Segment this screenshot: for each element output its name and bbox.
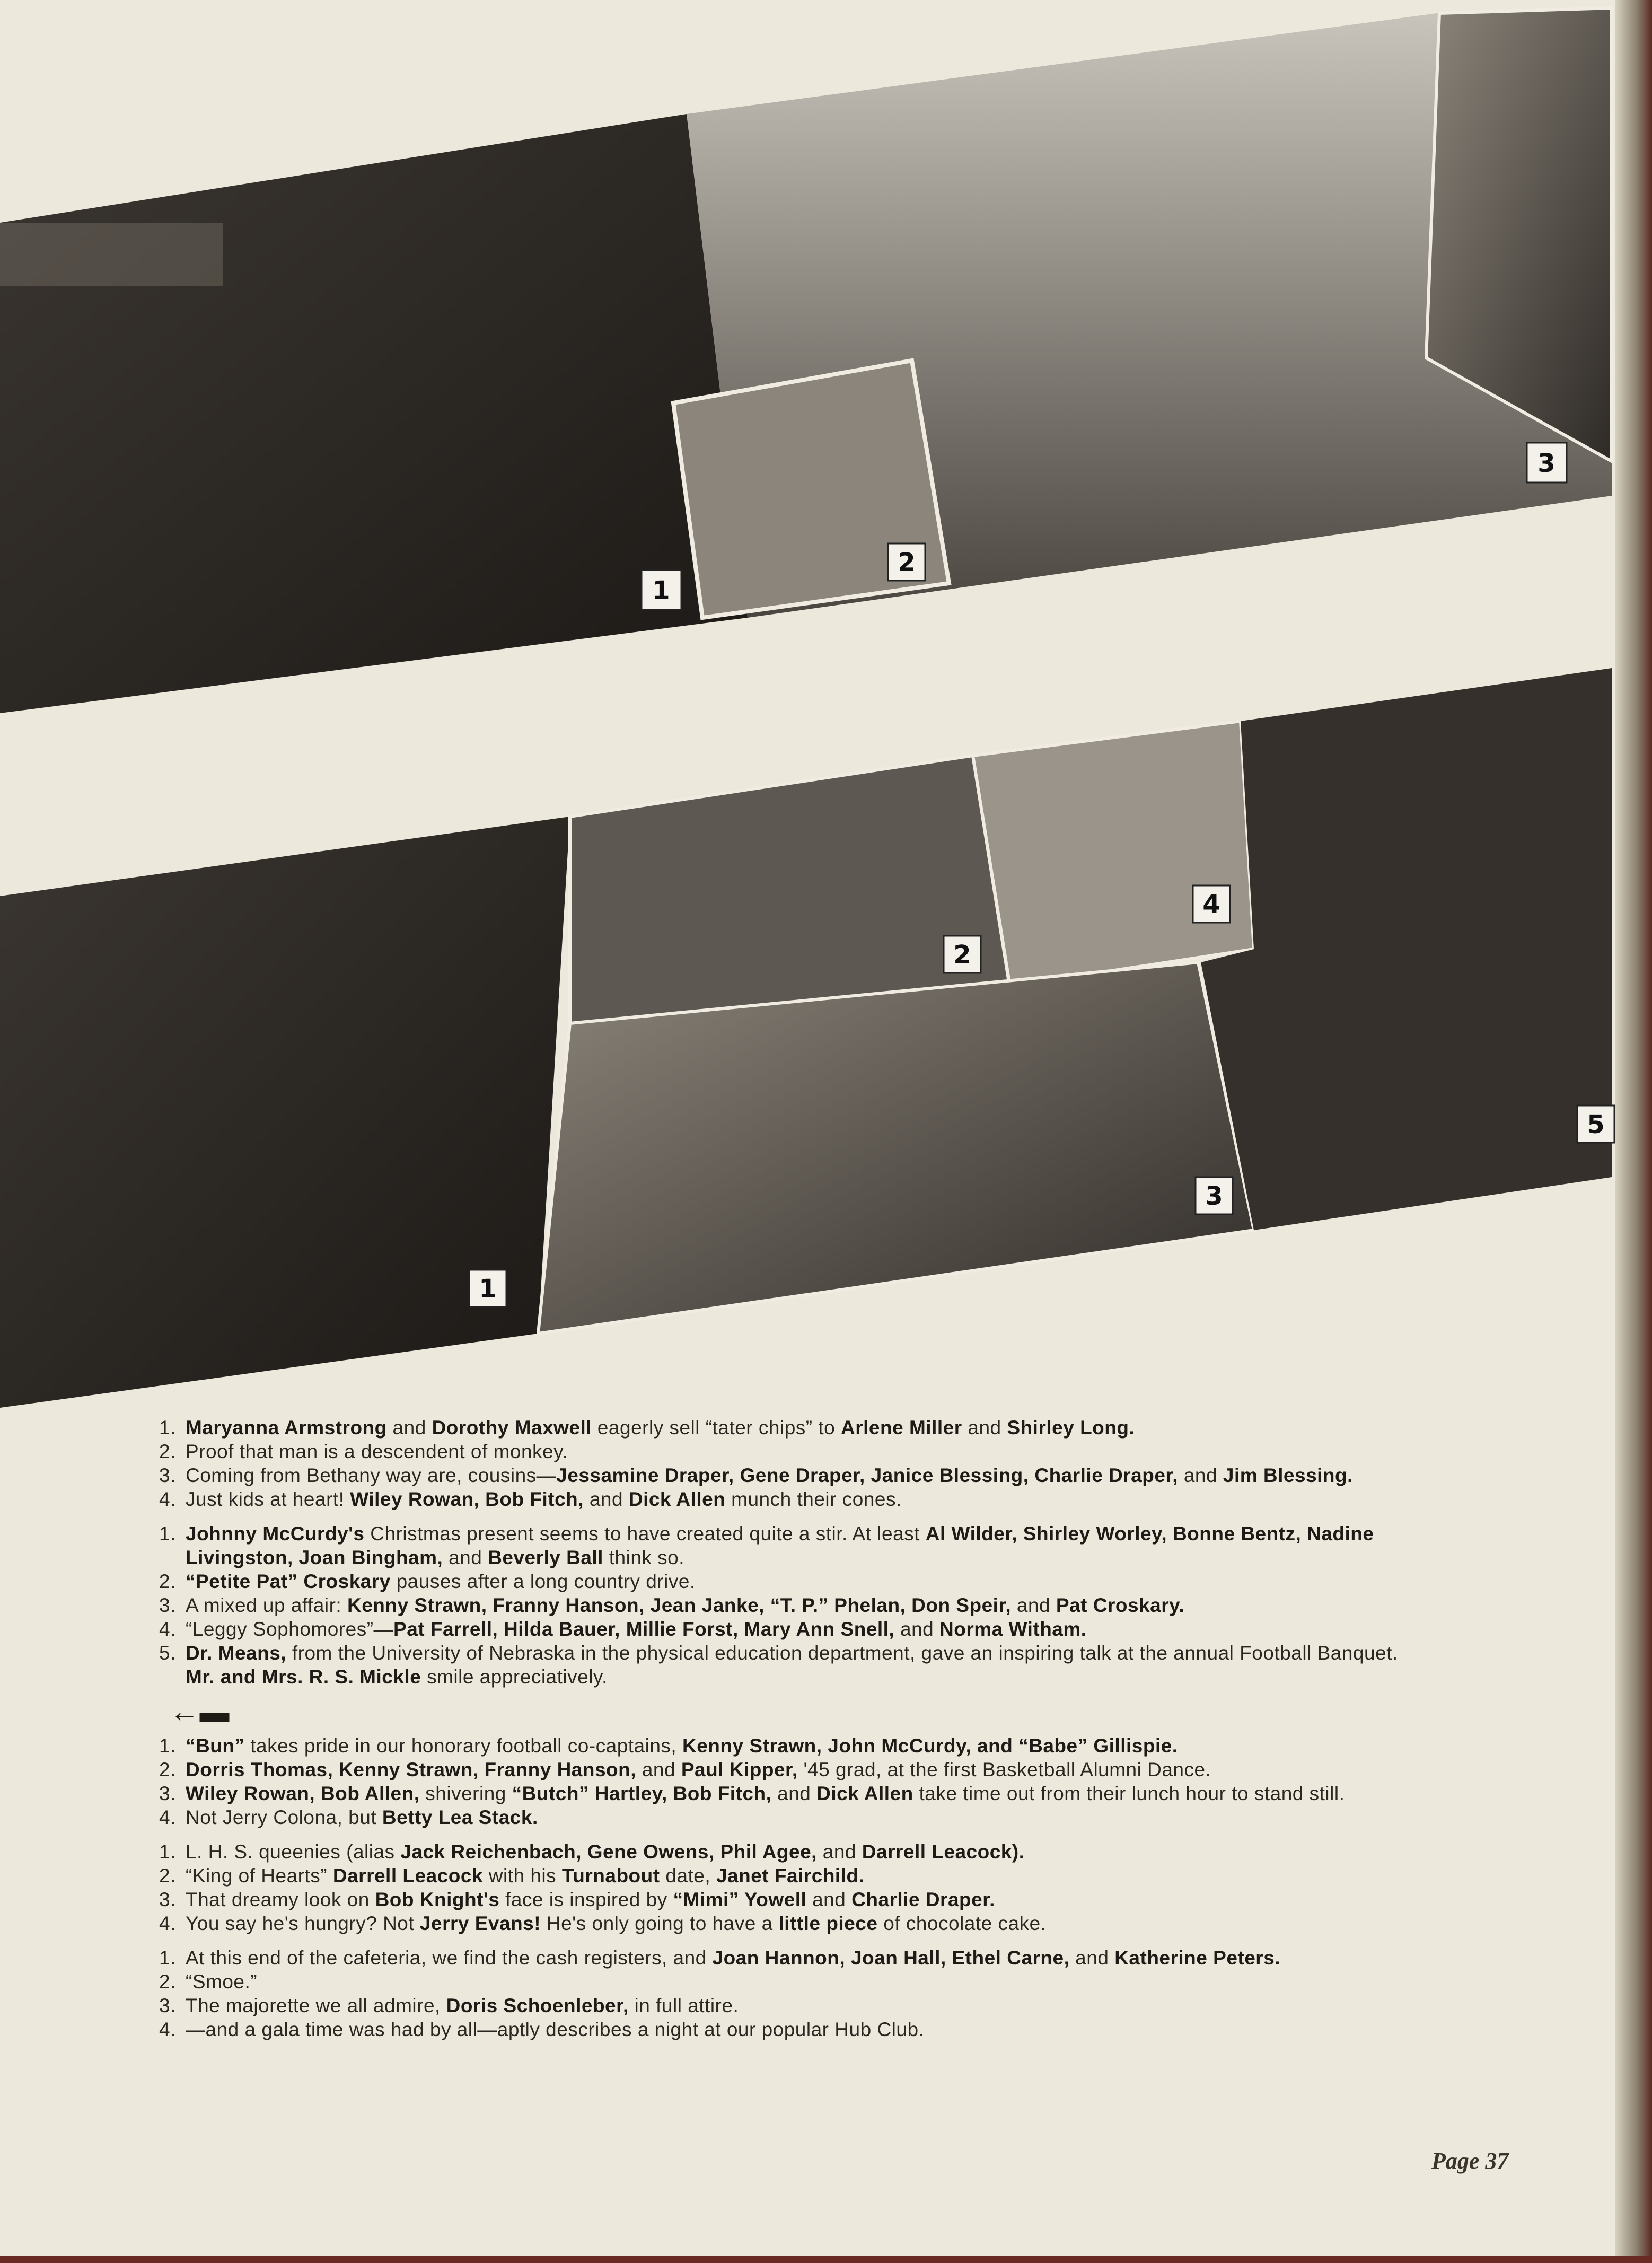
caption-line bbox=[159, 1487, 1421, 1511]
caption-number: 4. bbox=[159, 1913, 176, 1934]
caption-group-5 bbox=[159, 1946, 1421, 2041]
caption-name: “Mimi” Yowell bbox=[673, 1889, 807, 1910]
caption-group-2 bbox=[159, 1522, 1421, 1689]
caption-run: Just kids at heart! bbox=[186, 1488, 350, 1510]
caption-text bbox=[186, 1641, 1421, 1689]
svg-text:1: 1 bbox=[652, 576, 670, 606]
caption-run: Not Jerry Colona, but bbox=[186, 1806, 382, 1828]
caption-run: from the University of Nebraska in the physical education department, gave an inspiring talk at the annual Football Banquet. bbox=[286, 1642, 1398, 1664]
caption-run: eagerly sell “tater chips” to bbox=[592, 1417, 841, 1439]
svg-text:2: 2 bbox=[898, 548, 916, 577]
page-number: Page 37 bbox=[1431, 2148, 1509, 2174]
caption-line bbox=[159, 1782, 1421, 1805]
caption-number: 1. bbox=[159, 1841, 176, 1863]
caption-name: Bob Knight's bbox=[375, 1889, 500, 1910]
caption-run: and bbox=[1011, 1594, 1056, 1616]
caption-group-4 bbox=[159, 1840, 1421, 1935]
caption-run: Christmas present seems to have created quite a stir. At least bbox=[364, 1523, 926, 1545]
caption-group-3 bbox=[159, 1734, 1421, 1829]
caption-run: and bbox=[962, 1417, 1007, 1439]
caption-line bbox=[159, 1734, 1421, 1758]
caption-name: Doris Schoenleber, bbox=[446, 1995, 629, 2016]
left-arrow-icon: ←▬ bbox=[170, 1695, 230, 1728]
caption-text bbox=[186, 1416, 1421, 1440]
caption-run: You say he's hungry? Not bbox=[186, 1913, 420, 1934]
caption-line bbox=[159, 1617, 1421, 1641]
caption-run: and bbox=[1069, 1947, 1115, 1969]
caption-run: “Smoe.” bbox=[186, 1971, 258, 1993]
caption-run: Coming from Bethany way are, cousins— bbox=[186, 1464, 557, 1486]
svg-text:1: 1 bbox=[479, 1274, 497, 1304]
caption-run: think so. bbox=[603, 1547, 685, 1568]
caption-line bbox=[159, 1946, 1421, 1970]
caption-run: Proof that man is a descendent of monkey. bbox=[186, 1441, 568, 1462]
caption-number: 3. bbox=[159, 1783, 176, 1804]
caption-name: Jack Reichenbach, Gene Owens, Phil Agee, bbox=[400, 1841, 817, 1863]
caption-run: “King of Hearts” bbox=[186, 1865, 333, 1887]
caption-name: Maryanna Armstrong bbox=[186, 1417, 387, 1439]
bottom-photo-5 bbox=[1201, 668, 1612, 1230]
caption-name: Dick Allen bbox=[628, 1488, 726, 1510]
caption-text bbox=[186, 1522, 1421, 1569]
caption-name: Shirley Long. bbox=[1007, 1417, 1135, 1439]
bottom-badge-3 bbox=[1196, 1177, 1233, 1214]
bottom-badge-1 bbox=[469, 1270, 506, 1307]
caption-name: Beverly Ball bbox=[488, 1547, 603, 1568]
caption-line bbox=[159, 1970, 1421, 1994]
caption-number: 4. bbox=[159, 1488, 176, 1510]
caption-number: 2. bbox=[159, 1865, 176, 1887]
caption-run: and bbox=[1178, 1464, 1223, 1486]
svg-text:2: 2 bbox=[953, 940, 971, 970]
caption-run: and bbox=[806, 1889, 852, 1910]
caption-number: 3. bbox=[159, 1464, 176, 1486]
caption-name: Jim Blessing. bbox=[1223, 1464, 1353, 1486]
caption-run: and bbox=[894, 1618, 940, 1640]
caption-number: 3. bbox=[159, 1594, 176, 1616]
caption-text bbox=[186, 1569, 1421, 1593]
caption-line bbox=[159, 1641, 1421, 1689]
svg-text:5: 5 bbox=[1587, 1110, 1605, 1139]
caption-name: Jerry Evans! bbox=[419, 1913, 541, 1934]
caption-name: Pat Farrell, Hilda Bauer, Millie Forst, Mary Ann Snell, bbox=[393, 1618, 895, 1640]
caption-name: Norma Witham. bbox=[939, 1618, 1087, 1640]
caption-name: Wiley Rowan, Bob Allen, bbox=[186, 1783, 420, 1804]
caption-name: Al Wilder, Shirley Worley, Bonne Bentz, Nadine Livingston, Joan Bingham, bbox=[186, 1523, 1374, 1568]
caption-line bbox=[159, 1758, 1421, 1782]
caption-name: “Petite Pat” Croskary bbox=[186, 1571, 391, 1592]
caption-text bbox=[186, 1617, 1421, 1641]
caption-line bbox=[159, 1593, 1421, 1617]
svg-text:4: 4 bbox=[1202, 890, 1220, 919]
caption-run: He's only going to have a bbox=[541, 1913, 779, 1934]
caption-text bbox=[186, 1440, 1421, 1463]
caption-run: of chocolate cake. bbox=[877, 1913, 1047, 1934]
caption-line bbox=[159, 1994, 1421, 2018]
caption-number: 2. bbox=[159, 1971, 176, 1993]
caption-run: munch their cones. bbox=[725, 1488, 902, 1510]
captions-block bbox=[159, 1416, 1421, 2052]
caption-name: Dorris Thomas, Kenny Strawn, Franny Hanson, bbox=[186, 1759, 637, 1780]
caption-name: Dick Allen bbox=[816, 1783, 913, 1804]
caption-run: shivering bbox=[419, 1783, 512, 1804]
caption-run: At this end of the cafeteria, we find the cash registers, and bbox=[186, 1947, 713, 1969]
caption-run: and bbox=[386, 1417, 432, 1439]
caption-line bbox=[159, 1522, 1421, 1569]
top-photo-strip bbox=[0, 8, 1612, 713]
caption-run: and bbox=[771, 1783, 817, 1804]
caption-text bbox=[186, 1463, 1421, 1487]
caption-run: That dreamy look on bbox=[186, 1889, 375, 1910]
caption-number: 4. bbox=[159, 2019, 176, 2040]
caption-name: Charlie Draper. bbox=[851, 1889, 995, 1910]
caption-name: Wiley Rowan, Bob Fitch, bbox=[350, 1488, 584, 1510]
caption-run: and bbox=[584, 1488, 629, 1510]
top-photo-1 bbox=[0, 114, 748, 713]
caption-number: 3. bbox=[159, 1889, 176, 1910]
caption-run: '45 grad, at the first Basketball Alumni Dance. bbox=[797, 1759, 1211, 1780]
caption-number: 2. bbox=[159, 1441, 176, 1462]
bottom-photo-1 bbox=[0, 817, 570, 1408]
bottom-badge-4 bbox=[1193, 885, 1230, 923]
caption-name: Jessamine Draper, Gene Draper, Janice Blessing, Charlie Draper, bbox=[556, 1464, 1179, 1486]
caption-name: Johnny McCurdy's bbox=[186, 1523, 365, 1545]
caption-text bbox=[186, 1911, 1421, 1935]
caption-name: “Bun” bbox=[186, 1735, 245, 1757]
caption-run: “Leggy Sophomores”— bbox=[186, 1618, 394, 1640]
caption-line bbox=[159, 2018, 1421, 2041]
caption-text bbox=[186, 1487, 1421, 1511]
caption-run: date, bbox=[660, 1865, 716, 1887]
caption-line bbox=[159, 1911, 1421, 1935]
caption-name: Janet Fairchild. bbox=[716, 1865, 865, 1887]
caption-number: 2. bbox=[159, 1571, 176, 1592]
caption-number: 1. bbox=[159, 1947, 176, 1969]
caption-run: take time out from their lunch hour to stand still. bbox=[913, 1783, 1345, 1804]
caption-text bbox=[186, 1888, 1421, 1911]
caption-name: Darrell Leacock). bbox=[862, 1841, 1025, 1863]
caption-name: “Butch” Hartley, Bob Fitch, bbox=[512, 1783, 772, 1804]
bottom-photo-3 bbox=[538, 962, 1254, 1334]
top-photo-1-wall bbox=[0, 223, 223, 286]
caption-run: in full attire. bbox=[628, 1995, 739, 2016]
top-badge-1 bbox=[642, 570, 681, 610]
caption-text bbox=[186, 1864, 1421, 1888]
caption-text bbox=[186, 1840, 1421, 1864]
caption-run: —and a gala time was had by all—aptly describes a night at our popular Hub Club. bbox=[186, 2019, 925, 2040]
caption-line bbox=[159, 1416, 1421, 1440]
caption-text bbox=[186, 1782, 1421, 1805]
caption-run: A mixed up affair: bbox=[186, 1594, 347, 1616]
caption-number: 2. bbox=[159, 1759, 176, 1780]
caption-text bbox=[186, 1805, 1421, 1829]
caption-line bbox=[159, 1864, 1421, 1888]
caption-text bbox=[186, 1994, 1421, 2018]
caption-run: and bbox=[816, 1841, 862, 1863]
caption-name: Kenny Strawn, John McCurdy, and “Babe” Gillispie. bbox=[682, 1735, 1178, 1757]
svg-text:3: 3 bbox=[1537, 449, 1556, 478]
bottom-photo-2 bbox=[570, 756, 1010, 1023]
svg-text:3: 3 bbox=[1205, 1181, 1223, 1211]
caption-number: 3. bbox=[159, 1995, 176, 2016]
caption-line bbox=[159, 1805, 1421, 1829]
caption-line bbox=[159, 1463, 1421, 1487]
caption-run: smile appreciatively. bbox=[421, 1666, 608, 1688]
top-badge-3 bbox=[1527, 443, 1567, 483]
caption-name: Dorothy Maxwell bbox=[432, 1417, 592, 1439]
top-badge-2 bbox=[888, 543, 925, 581]
caption-run: pauses after a long country drive. bbox=[390, 1571, 696, 1592]
caption-run: with his bbox=[482, 1865, 562, 1887]
page-bottom-edge bbox=[0, 2256, 1652, 2263]
bottom-photo-strip bbox=[0, 668, 1614, 1408]
caption-line bbox=[159, 1569, 1421, 1593]
caption-name: Joan Hannon, Joan Hall, Ethel Carne, bbox=[712, 1947, 1070, 1969]
caption-name: Dr. Means, bbox=[186, 1642, 287, 1664]
caption-name: Paul Kipper, bbox=[681, 1759, 798, 1780]
caption-run: L. H. S. queenies (alias bbox=[186, 1841, 401, 1863]
caption-name: Betty Lea Stack. bbox=[382, 1806, 538, 1828]
caption-text bbox=[186, 1970, 1421, 1994]
caption-run: The majorette we all admire, bbox=[186, 1995, 446, 2016]
caption-number: 5. bbox=[159, 1642, 176, 1664]
caption-run: face is inspired by bbox=[499, 1889, 673, 1910]
caption-run: and bbox=[636, 1759, 681, 1780]
caption-number: 1. bbox=[159, 1523, 176, 1545]
bottom-photo-4 bbox=[973, 721, 1254, 986]
caption-name: Mr. and Mrs. R. S. Mickle bbox=[186, 1666, 421, 1688]
caption-name: Arlene Miller bbox=[841, 1417, 962, 1439]
caption-name: Katherine Peters. bbox=[1114, 1947, 1281, 1969]
caption-name: Darrell Leacock bbox=[332, 1865, 483, 1887]
caption-text bbox=[186, 2018, 1421, 2041]
caption-run: and bbox=[443, 1547, 488, 1568]
caption-name: little piece bbox=[778, 1913, 878, 1934]
caption-number: 1. bbox=[159, 1417, 176, 1439]
caption-name: Pat Croskary. bbox=[1056, 1594, 1185, 1616]
caption-line bbox=[159, 1888, 1421, 1911]
caption-name: Kenny Strawn, Franny Hanson, Jean Janke, “T. P.” Phelan, Don Speir, bbox=[347, 1594, 1012, 1616]
caption-number: 4. bbox=[159, 1806, 176, 1828]
bottom-badge-2 bbox=[944, 936, 981, 973]
bottom-badge-5 bbox=[1577, 1106, 1614, 1143]
caption-run: takes pride in our honorary football co-captains, bbox=[244, 1735, 682, 1757]
caption-line bbox=[159, 1440, 1421, 1463]
caption-number: 4. bbox=[159, 1618, 176, 1640]
page-binding-edge bbox=[1615, 0, 1652, 2263]
caption-name: Turnabout bbox=[561, 1865, 660, 1887]
caption-text bbox=[186, 1734, 1421, 1758]
caption-text bbox=[186, 1593, 1421, 1617]
caption-line bbox=[159, 1840, 1421, 1864]
caption-number: 1. bbox=[159, 1735, 176, 1757]
caption-text bbox=[186, 1758, 1421, 1782]
caption-group-1 bbox=[159, 1416, 1421, 1511]
caption-text bbox=[186, 1946, 1421, 1970]
